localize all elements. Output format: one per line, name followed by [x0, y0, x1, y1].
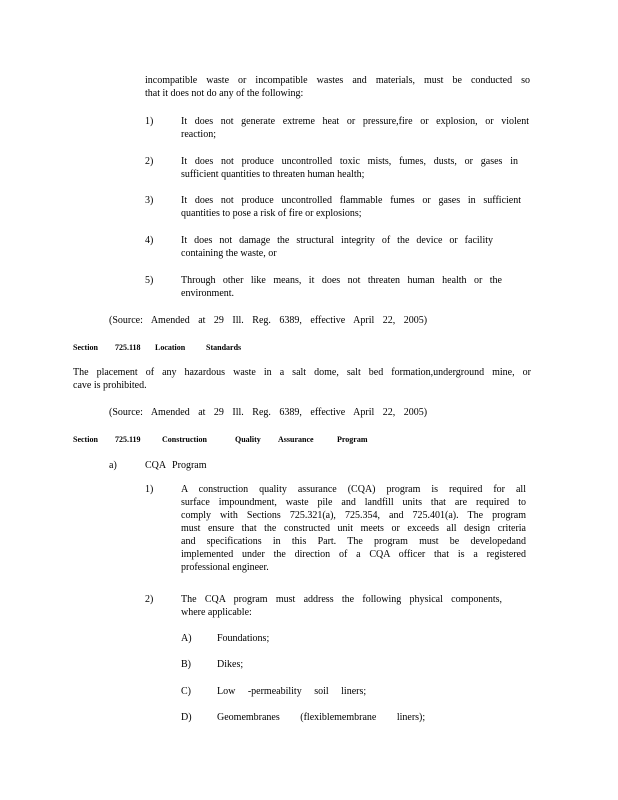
list-item-number: B) — [181, 659, 191, 670]
subsection-title: CQA Program — [145, 460, 207, 471]
list-item-number: 5) — [145, 275, 154, 286]
list-item-number: 2) — [145, 594, 154, 605]
list-item-number: 3) — [145, 195, 154, 206]
section-number: 725.119 — [115, 435, 141, 444]
list-item-text: A construction quality assurance (CQA) program is required for all surface impoundment, waste pile and landfill units that are required to comply with Sections 725.321(a), 725.354, and 725.401(a). The program must ensure that the constructed unit meets or exceeds all design criteria and specifications in this Part. The program must be developedand implemented under the direction of a CQA officer that is a registered professional engineer. — [181, 484, 526, 573]
list-item-number: 2) — [145, 156, 154, 167]
list-item-number: 1) — [145, 484, 154, 495]
intro-line: that it does not do any of the following: — [145, 88, 304, 99]
section-title-word: Location — [155, 343, 186, 352]
list-item-number: A) — [181, 633, 192, 644]
source-note: (Source: Amended at 29 Ill. Reg. 6389, effective April 22, 2005) — [109, 315, 428, 326]
list-item-number: D) — [181, 712, 192, 723]
list-item-text: It does not generate extreme heat or pressure,fire or explosion, or violent reaction; — [181, 116, 529, 140]
list-item-text: It does not produce uncontrolled flammable fumes or gases in sufficient quantities to pose a risk of fire or explosions; — [181, 195, 521, 219]
list-item-number: 1) — [145, 116, 154, 127]
section-title-word: Program — [337, 435, 368, 444]
section-heading — [73, 341, 241, 354]
list-item-text: Through other like means, it does not threaten human health or the environment. — [181, 275, 502, 299]
source-note: (Source: Amended at 29 Ill. Reg. 6389, effective April 22, 2005) — [109, 407, 428, 418]
section-label: Section — [73, 435, 98, 444]
section-title-word: Assurance — [278, 435, 314, 444]
list-item-text: Low -permeability soil liners; — [217, 686, 367, 697]
list-item-text: It does not damage the structural integrity of the device or facility containing the waste, or — [181, 235, 493, 259]
section-heading — [73, 433, 368, 446]
list-item-text: It does not produce uncontrolled toxic mists, fumes, dusts, or gases in sufficient quantities to threaten human health; — [181, 156, 518, 180]
section-number: 725.118 — [115, 343, 141, 352]
subsection-number: a) — [109, 460, 117, 471]
section-title-word: Construction — [162, 435, 207, 444]
list-item-text: The CQA program must address the following physical components, where applicable: — [181, 594, 502, 618]
section-title-word: Quality — [235, 435, 261, 444]
list-item-text: Foundations; — [217, 633, 270, 644]
list-item-text: Geomembranes (flexiblemembrane liners); — [217, 712, 426, 723]
section-paragraph: The placement of any hazardous waste in a salt dome, salt bed formation,underground mine, or cave is prohibited. — [73, 367, 531, 391]
section-title-word: Standards — [206, 343, 242, 352]
section-label: Section — [73, 343, 98, 352]
list-item-number: C) — [181, 686, 191, 697]
list-item-text: Dikes; — [217, 659, 244, 670]
list-item-number: 4) — [145, 235, 154, 246]
intro-paragraph — [145, 74, 530, 100]
intro-line: incompatible waste or incompatible wastes and materials, must be conducted so — [145, 75, 530, 86]
